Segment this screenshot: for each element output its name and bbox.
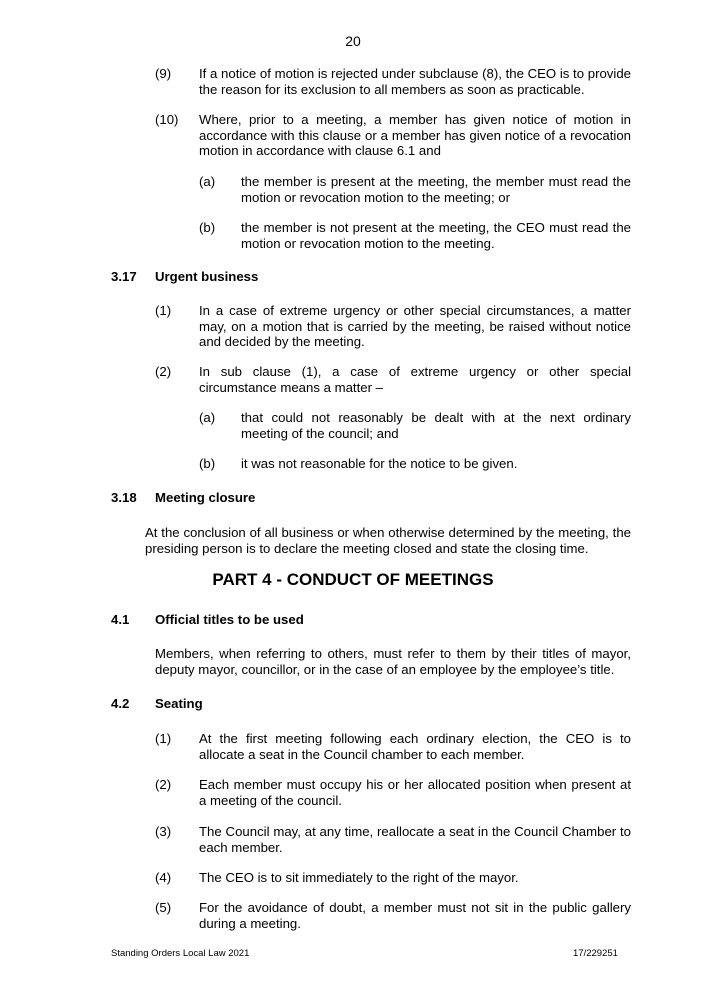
- clause-title: Meeting closure: [155, 490, 256, 505]
- clause-title: Official titles to be used: [155, 612, 304, 627]
- item-label: (3): [155, 824, 172, 839]
- item-text: If a notice of motion is rejected under subclause (8), the CEO is to provide the reason for its exclusion to all members as soon as practicable.: [199, 66, 631, 97]
- subitem-label: (b): [199, 456, 216, 471]
- item-text: At the first meeting following each ordinary election, the CEO is to allocate a seat in the Council chamber to each member.: [199, 731, 631, 762]
- subitem-label: (a): [199, 174, 216, 189]
- item-label: (9): [155, 66, 172, 81]
- clause-text: At the conclusion of all business or when otherwise determined by the meeting, the presiding person is to declare the meeting closed and state the closing time.: [145, 525, 631, 556]
- clause-number: 3.18: [111, 490, 137, 505]
- footer-document-number: 17/229251: [573, 948, 618, 959]
- part-heading: PART 4 - CONDUCT OF MEETINGS: [212, 570, 494, 589]
- item-label: (10): [155, 112, 179, 127]
- item-text: The Council may, at any time, reallocate a seat in the Council Chamber to each member.: [199, 824, 631, 855]
- item-label: (1): [155, 303, 172, 318]
- page-number: 20: [345, 33, 361, 49]
- clause-title: Urgent business: [155, 269, 259, 284]
- clause-number: 4.2: [111, 696, 130, 711]
- subitem-text: that could not reasonably be dealt with at the next ordinary meeting of the council; and: [241, 410, 631, 441]
- item-text: For the avoidance of doubt, a member must not sit in the public gallery during a meeting.: [199, 900, 631, 931]
- subitem-text: the member is present at the meeting, the member must read the motion or revocation motion to the meeting; or: [241, 174, 631, 205]
- subitem-text: the member is not present at the meeting, the CEO must read the motion or revocation motion to the meeting.: [241, 220, 631, 251]
- item-text: In sub clause (1), a case of extreme urgency or other special circumstance means a matter –: [199, 364, 631, 395]
- item-text: The CEO is to sit immediately to the right of the mayor.: [199, 870, 519, 885]
- clause-title: Seating: [155, 696, 203, 711]
- footer-document-title: Standing Orders Local Law 2021: [111, 948, 250, 959]
- clause-number: 3.17: [111, 269, 137, 284]
- clause-number: 4.1: [111, 612, 130, 627]
- item-label: (2): [155, 777, 172, 792]
- item-text: Where, prior to a meeting, a member has given notice of motion in accordance with this clause or a member has given notice of a revocation motion in accordance with clause 6.1 and: [199, 112, 631, 158]
- item-text: Each member must occupy his or her allocated position when present at a meeting of the council.: [199, 777, 631, 808]
- subitem-label: (a): [199, 410, 216, 425]
- clause-text: Members, when referring to others, must refer to them by their titles of mayor, deputy mayor, councillor, or in the case of an employee by the employee’s title.: [155, 646, 631, 677]
- subitem-text: it was not reasonable for the notice to be given.: [241, 456, 518, 471]
- item-label: (2): [155, 364, 172, 379]
- item-label: (5): [155, 900, 172, 915]
- item-label: (4): [155, 870, 172, 885]
- item-text: In a case of extreme urgency or other special circumstances, a matter may, on a motion that is carried by the meeting, be raised without notice and decided by the meeting.: [199, 303, 631, 349]
- subitem-label: (b): [199, 220, 216, 235]
- item-label: (1): [155, 731, 172, 746]
